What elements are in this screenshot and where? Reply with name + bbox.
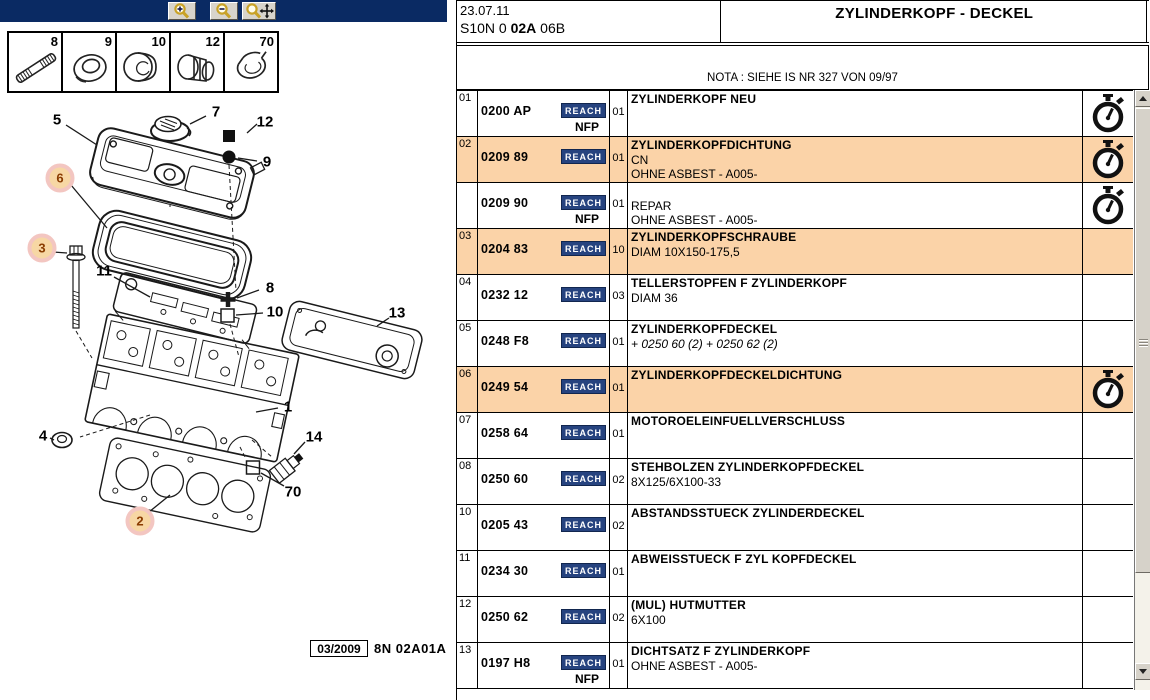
header-title-cell bbox=[723, 1, 1148, 42]
diagram-callout-8[interactable]: 8 bbox=[265, 279, 275, 297]
cap-nut-icon bbox=[172, 41, 224, 91]
description-cell bbox=[628, 183, 1083, 228]
labor-time-button[interactable] bbox=[1091, 93, 1125, 135]
description-cell bbox=[628, 505, 1083, 550]
thumbnail-label: 8 bbox=[50, 34, 58, 49]
diagram-callout-3[interactable]: 3 bbox=[28, 234, 57, 263]
quantity: 01 bbox=[610, 551, 628, 596]
table-row[interactable] bbox=[457, 321, 1133, 367]
washer-part bbox=[52, 433, 72, 448]
stopwatch-icon bbox=[1091, 185, 1125, 227]
part-cell bbox=[478, 551, 610, 596]
stamp-date: 03/2009 bbox=[317, 641, 361, 656]
symbol-square-10 bbox=[221, 309, 234, 322]
part-number: 0234 30 bbox=[481, 564, 529, 578]
quantity: 02 bbox=[610, 597, 628, 642]
description-cell bbox=[628, 459, 1083, 504]
description-cell bbox=[628, 229, 1083, 274]
stopwatch-icon bbox=[1091, 139, 1125, 181]
cylinder-head-part bbox=[85, 314, 300, 462]
parts-list-panel bbox=[456, 0, 1150, 700]
thumbnail-label: 9 bbox=[104, 34, 112, 49]
row-index: 11 bbox=[457, 551, 478, 596]
description-line: 8X125/6X100-33 bbox=[631, 475, 722, 489]
row-index: 02 bbox=[457, 137, 478, 182]
row-index: 07 bbox=[457, 413, 478, 458]
diagram-callout-14[interactable]: 14 bbox=[305, 428, 323, 446]
quantity: 01 bbox=[610, 321, 628, 366]
description-title: STEHBOLZEN ZYLINDERKOPFDECKEL bbox=[631, 460, 865, 474]
description-cell bbox=[628, 91, 1083, 136]
clock-cell bbox=[1083, 597, 1133, 642]
exploded-view-area bbox=[0, 95, 456, 670]
cover-gasket-part bbox=[89, 207, 255, 303]
description-title: ZYLINDERKOPFDECKEL bbox=[631, 322, 778, 336]
quantity: 10 bbox=[610, 229, 628, 274]
thumbnail-label: 70 bbox=[259, 34, 274, 49]
row-index: 08 bbox=[457, 459, 478, 504]
description-cell bbox=[628, 137, 1083, 182]
table-row[interactable] bbox=[457, 229, 1133, 275]
parts-table-body bbox=[457, 90, 1133, 700]
thumbnail-part-9[interactable] bbox=[61, 31, 117, 93]
labor-time-button[interactable] bbox=[1091, 139, 1125, 181]
description-title: ABSTANDSSTUECK ZYLINDERDECKEL bbox=[631, 506, 865, 520]
head-gasket-part bbox=[98, 437, 272, 534]
reach-badge[interactable]: REACH bbox=[561, 333, 606, 348]
part-cell bbox=[478, 505, 610, 550]
description-line: 6X100 bbox=[631, 613, 666, 627]
description-title: DICHTSATZ F ZYLINDERKOPF bbox=[631, 644, 811, 658]
clock-cell bbox=[1083, 505, 1133, 550]
diagram-callout-70[interactable]: 70 bbox=[284, 483, 302, 501]
description-line: DIAM 10X150-175,5 bbox=[631, 245, 740, 259]
diagram-panel bbox=[0, 0, 456, 700]
diagram-callout-13[interactable]: 13 bbox=[388, 304, 406, 322]
reach-badge[interactable]: REACH bbox=[561, 241, 606, 256]
part-number: 0209 90 bbox=[481, 196, 529, 210]
description-lines bbox=[631, 337, 1082, 351]
description-title: ABWEISSTUECK F ZYL KOPFDECKEL bbox=[631, 552, 857, 566]
page-title: ZYLINDERKOPF - DECKEL bbox=[835, 5, 1034, 22]
bolt-part bbox=[67, 246, 92, 358]
up-arrow-icon bbox=[1139, 96, 1147, 101]
part-number: 0232 12 bbox=[481, 288, 529, 302]
clock-cell bbox=[1083, 229, 1133, 274]
clock-cell bbox=[1083, 413, 1133, 458]
diagram-callout-11[interactable]: 11 bbox=[96, 262, 112, 280]
sensor-part bbox=[269, 450, 306, 484]
description-line: OHNE ASBEST - A005- bbox=[631, 167, 758, 181]
clock-cell bbox=[1083, 551, 1133, 596]
part-number: 0258 64 bbox=[481, 426, 529, 440]
part-number: 0200 AP bbox=[481, 104, 532, 118]
reach-badge[interactable]: REACH bbox=[561, 609, 606, 624]
row-index: 12 bbox=[457, 597, 478, 642]
diagram-toolbar bbox=[0, 0, 447, 22]
clock-cell bbox=[1083, 137, 1133, 182]
row-index: 06 bbox=[457, 367, 478, 412]
seal-ring-icon bbox=[64, 41, 116, 91]
reach-badge[interactable]: REACH bbox=[561, 103, 606, 118]
clock-cell bbox=[1083, 321, 1133, 366]
part-thumbnail-strip bbox=[7, 31, 279, 93]
zoom-out-button[interactable] bbox=[210, 2, 238, 20]
table-row[interactable] bbox=[457, 459, 1133, 505]
page-header bbox=[457, 0, 1149, 43]
clock-cell bbox=[1083, 459, 1133, 504]
header-reference-cell bbox=[457, 1, 721, 42]
scroll-up-button[interactable] bbox=[1135, 90, 1150, 107]
zoom-in-icon bbox=[171, 3, 193, 19]
oil-cap-part bbox=[151, 117, 191, 142]
description-cell bbox=[628, 367, 1083, 412]
part-cell bbox=[478, 597, 610, 642]
quantity: 01 bbox=[610, 367, 628, 412]
description-title: ZYLINDERKOPFDECKELDICHTUNG bbox=[631, 368, 843, 382]
part-cell bbox=[478, 459, 610, 504]
part-cell bbox=[478, 229, 610, 274]
part-number: 0248 F8 bbox=[481, 334, 529, 348]
zoom-pan-button[interactable] bbox=[242, 2, 276, 20]
reach-badge[interactable]: REACH bbox=[561, 471, 606, 486]
scroll-down-button[interactable] bbox=[1135, 663, 1150, 680]
quantity: 01 bbox=[610, 413, 628, 458]
table-row[interactable] bbox=[457, 551, 1133, 597]
scrollbar-thumb[interactable] bbox=[1135, 108, 1150, 573]
part-number: 0250 62 bbox=[481, 610, 529, 624]
diagram-callout-6[interactable]: 6 bbox=[46, 164, 75, 193]
row-index: 01 bbox=[457, 91, 478, 136]
description-cell bbox=[628, 643, 1083, 688]
stud-bolt-icon bbox=[10, 41, 62, 91]
quantity: 01 bbox=[610, 183, 628, 228]
thumbnail-part-10[interactable] bbox=[115, 31, 171, 93]
reach-badge[interactable]: REACH bbox=[561, 195, 606, 210]
description-cell bbox=[628, 551, 1083, 596]
down-arrow-icon bbox=[1139, 669, 1147, 674]
part-cell bbox=[478, 183, 610, 228]
diagram-callout-12[interactable]: 12 bbox=[256, 113, 274, 131]
reach-badge[interactable]: REACH bbox=[561, 517, 606, 532]
nota-text: NOTA : SIEHE IS NR 327 VON 09/97 bbox=[707, 72, 898, 84]
quantity: 02 bbox=[610, 505, 628, 550]
quantity: 02 bbox=[610, 459, 628, 504]
thumbnail-part-70[interactable] bbox=[223, 31, 279, 93]
quantity: 03 bbox=[610, 275, 628, 320]
vertical-scrollbar[interactable] bbox=[1134, 90, 1150, 690]
row-index: 10 bbox=[457, 505, 478, 550]
table-row[interactable] bbox=[457, 505, 1133, 551]
diagram-callout-9[interactable]: 9 bbox=[262, 153, 272, 171]
nota-banner bbox=[457, 45, 1149, 90]
table-row[interactable] bbox=[457, 137, 1133, 183]
description-lines bbox=[631, 153, 1082, 181]
thumbnail-label: 10 bbox=[151, 34, 166, 49]
row-index: 13 bbox=[457, 643, 478, 688]
part-number: 0204 83 bbox=[481, 242, 529, 256]
description-title bbox=[631, 184, 1082, 199]
description-title: ZYLINDERKOPFDICHTUNG bbox=[631, 138, 792, 152]
zoom-pan-icon bbox=[244, 3, 274, 19]
description-title: ZYLINDERKOPF NEU bbox=[631, 92, 757, 106]
table-row[interactable] bbox=[457, 91, 1133, 137]
part-cell bbox=[478, 413, 610, 458]
part-number: 0205 43 bbox=[481, 518, 529, 532]
description-cell bbox=[628, 275, 1083, 320]
row-index: 05 bbox=[457, 321, 478, 366]
row-index: 03 bbox=[457, 229, 478, 274]
diagram-callout-7[interactable]: 7 bbox=[211, 103, 221, 121]
revision-stamp bbox=[310, 640, 368, 657]
description-lines bbox=[631, 475, 1082, 489]
thumbnail-part-8[interactable] bbox=[7, 31, 63, 93]
description-lines bbox=[631, 199, 1082, 227]
description-lines bbox=[631, 291, 1082, 305]
quantity: 01 bbox=[610, 91, 628, 136]
thumbnail-label: 12 bbox=[205, 34, 220, 49]
diagram-callout-2[interactable]: 2 bbox=[126, 507, 155, 536]
nfp-flag: NFP bbox=[575, 120, 599, 134]
split-bushing-icon bbox=[226, 41, 278, 91]
clock-cell bbox=[1083, 275, 1133, 320]
clock-cell bbox=[1083, 643, 1133, 688]
table-row[interactable] bbox=[457, 643, 1133, 689]
spacer-icon bbox=[118, 41, 170, 91]
stopwatch-icon bbox=[1091, 369, 1125, 411]
part-cell bbox=[478, 367, 610, 412]
clock-cell bbox=[1083, 367, 1133, 412]
table-row[interactable] bbox=[457, 413, 1133, 459]
part-cell bbox=[478, 321, 610, 366]
description-lines bbox=[631, 613, 1082, 627]
part-number: 0250 60 bbox=[481, 472, 529, 486]
symbol-square-12 bbox=[223, 130, 235, 142]
part-cell bbox=[478, 91, 610, 136]
description-line: REPAR bbox=[631, 199, 672, 213]
clock-cell bbox=[1083, 183, 1133, 228]
description-lines bbox=[631, 245, 1082, 259]
description-line: OHNE ASBEST - A005- bbox=[631, 659, 758, 673]
part-cell bbox=[478, 275, 610, 320]
diagram-callout-10[interactable]: 10 bbox=[266, 303, 284, 321]
description-line: + 0250 60 (2) + 0250 62 (2) bbox=[631, 337, 778, 351]
scrollbar-grip-icon bbox=[1139, 339, 1148, 347]
thumbnail-part-12[interactable] bbox=[169, 31, 225, 93]
description-title: MOTOROELEINFUELLVERSCHLUSS bbox=[631, 414, 846, 428]
reach-badge[interactable]: REACH bbox=[561, 655, 606, 670]
part-cell bbox=[478, 137, 610, 182]
table-row[interactable] bbox=[457, 597, 1133, 643]
diagram-callout-1[interactable]: 1 bbox=[283, 398, 293, 416]
description-line: OHNE ASBEST - A005- bbox=[631, 213, 758, 227]
part-number: 0197 H8 bbox=[481, 656, 531, 670]
reach-badge[interactable]: REACH bbox=[561, 563, 606, 578]
reach-badge[interactable]: REACH bbox=[561, 425, 606, 440]
stopwatch-icon bbox=[1091, 93, 1125, 135]
nfp-flag: NFP bbox=[575, 672, 599, 686]
table-row[interactable] bbox=[457, 275, 1133, 321]
quantity: 01 bbox=[610, 137, 628, 182]
row-index: 04 bbox=[457, 275, 478, 320]
description-lines bbox=[631, 659, 1082, 673]
labor-time-button[interactable] bbox=[1091, 185, 1125, 227]
zoom-out-icon bbox=[213, 3, 235, 19]
catalog-date: 23.07.11 bbox=[460, 3, 510, 18]
table-row[interactable] bbox=[457, 367, 1133, 413]
row-index bbox=[457, 183, 478, 228]
description-title: ZYLINDERKOPFSCHRAUBE bbox=[631, 230, 797, 244]
reach-badge[interactable]: REACH bbox=[561, 287, 606, 302]
zoom-in-button[interactable] bbox=[168, 2, 196, 20]
description-cell bbox=[628, 413, 1083, 458]
description-line: DIAM 36 bbox=[631, 291, 678, 305]
clock-cell bbox=[1083, 91, 1133, 136]
description-title: TELLERSTOPFEN F ZYLINDERKOPF bbox=[631, 276, 848, 290]
description-line: CN bbox=[631, 153, 649, 167]
table-row[interactable] bbox=[457, 183, 1133, 229]
reach-badge[interactable]: REACH bbox=[561, 149, 606, 164]
description-cell bbox=[628, 597, 1083, 642]
diagram-callout-5[interactable]: 5 bbox=[52, 111, 62, 129]
symbol-dot-9 bbox=[223, 151, 236, 164]
diagram-callout-4[interactable]: 4 bbox=[38, 427, 48, 445]
catalog-code: S10N 0 02A 06B bbox=[460, 20, 566, 36]
part-cell bbox=[478, 643, 610, 688]
nfp-flag: NFP bbox=[575, 212, 599, 226]
reach-badge[interactable]: REACH bbox=[561, 379, 606, 394]
description-title: (MUL) HUTMUTTER bbox=[631, 598, 746, 612]
part-number: 0209 89 bbox=[481, 150, 529, 164]
description-cell bbox=[628, 321, 1083, 366]
diagram-code: 8N 02A01A bbox=[374, 641, 447, 656]
labor-time-button[interactable] bbox=[1091, 369, 1125, 411]
part-number: 0249 54 bbox=[481, 380, 529, 394]
baffle-plate-part bbox=[111, 272, 260, 352]
quantity: 01 bbox=[610, 643, 628, 688]
